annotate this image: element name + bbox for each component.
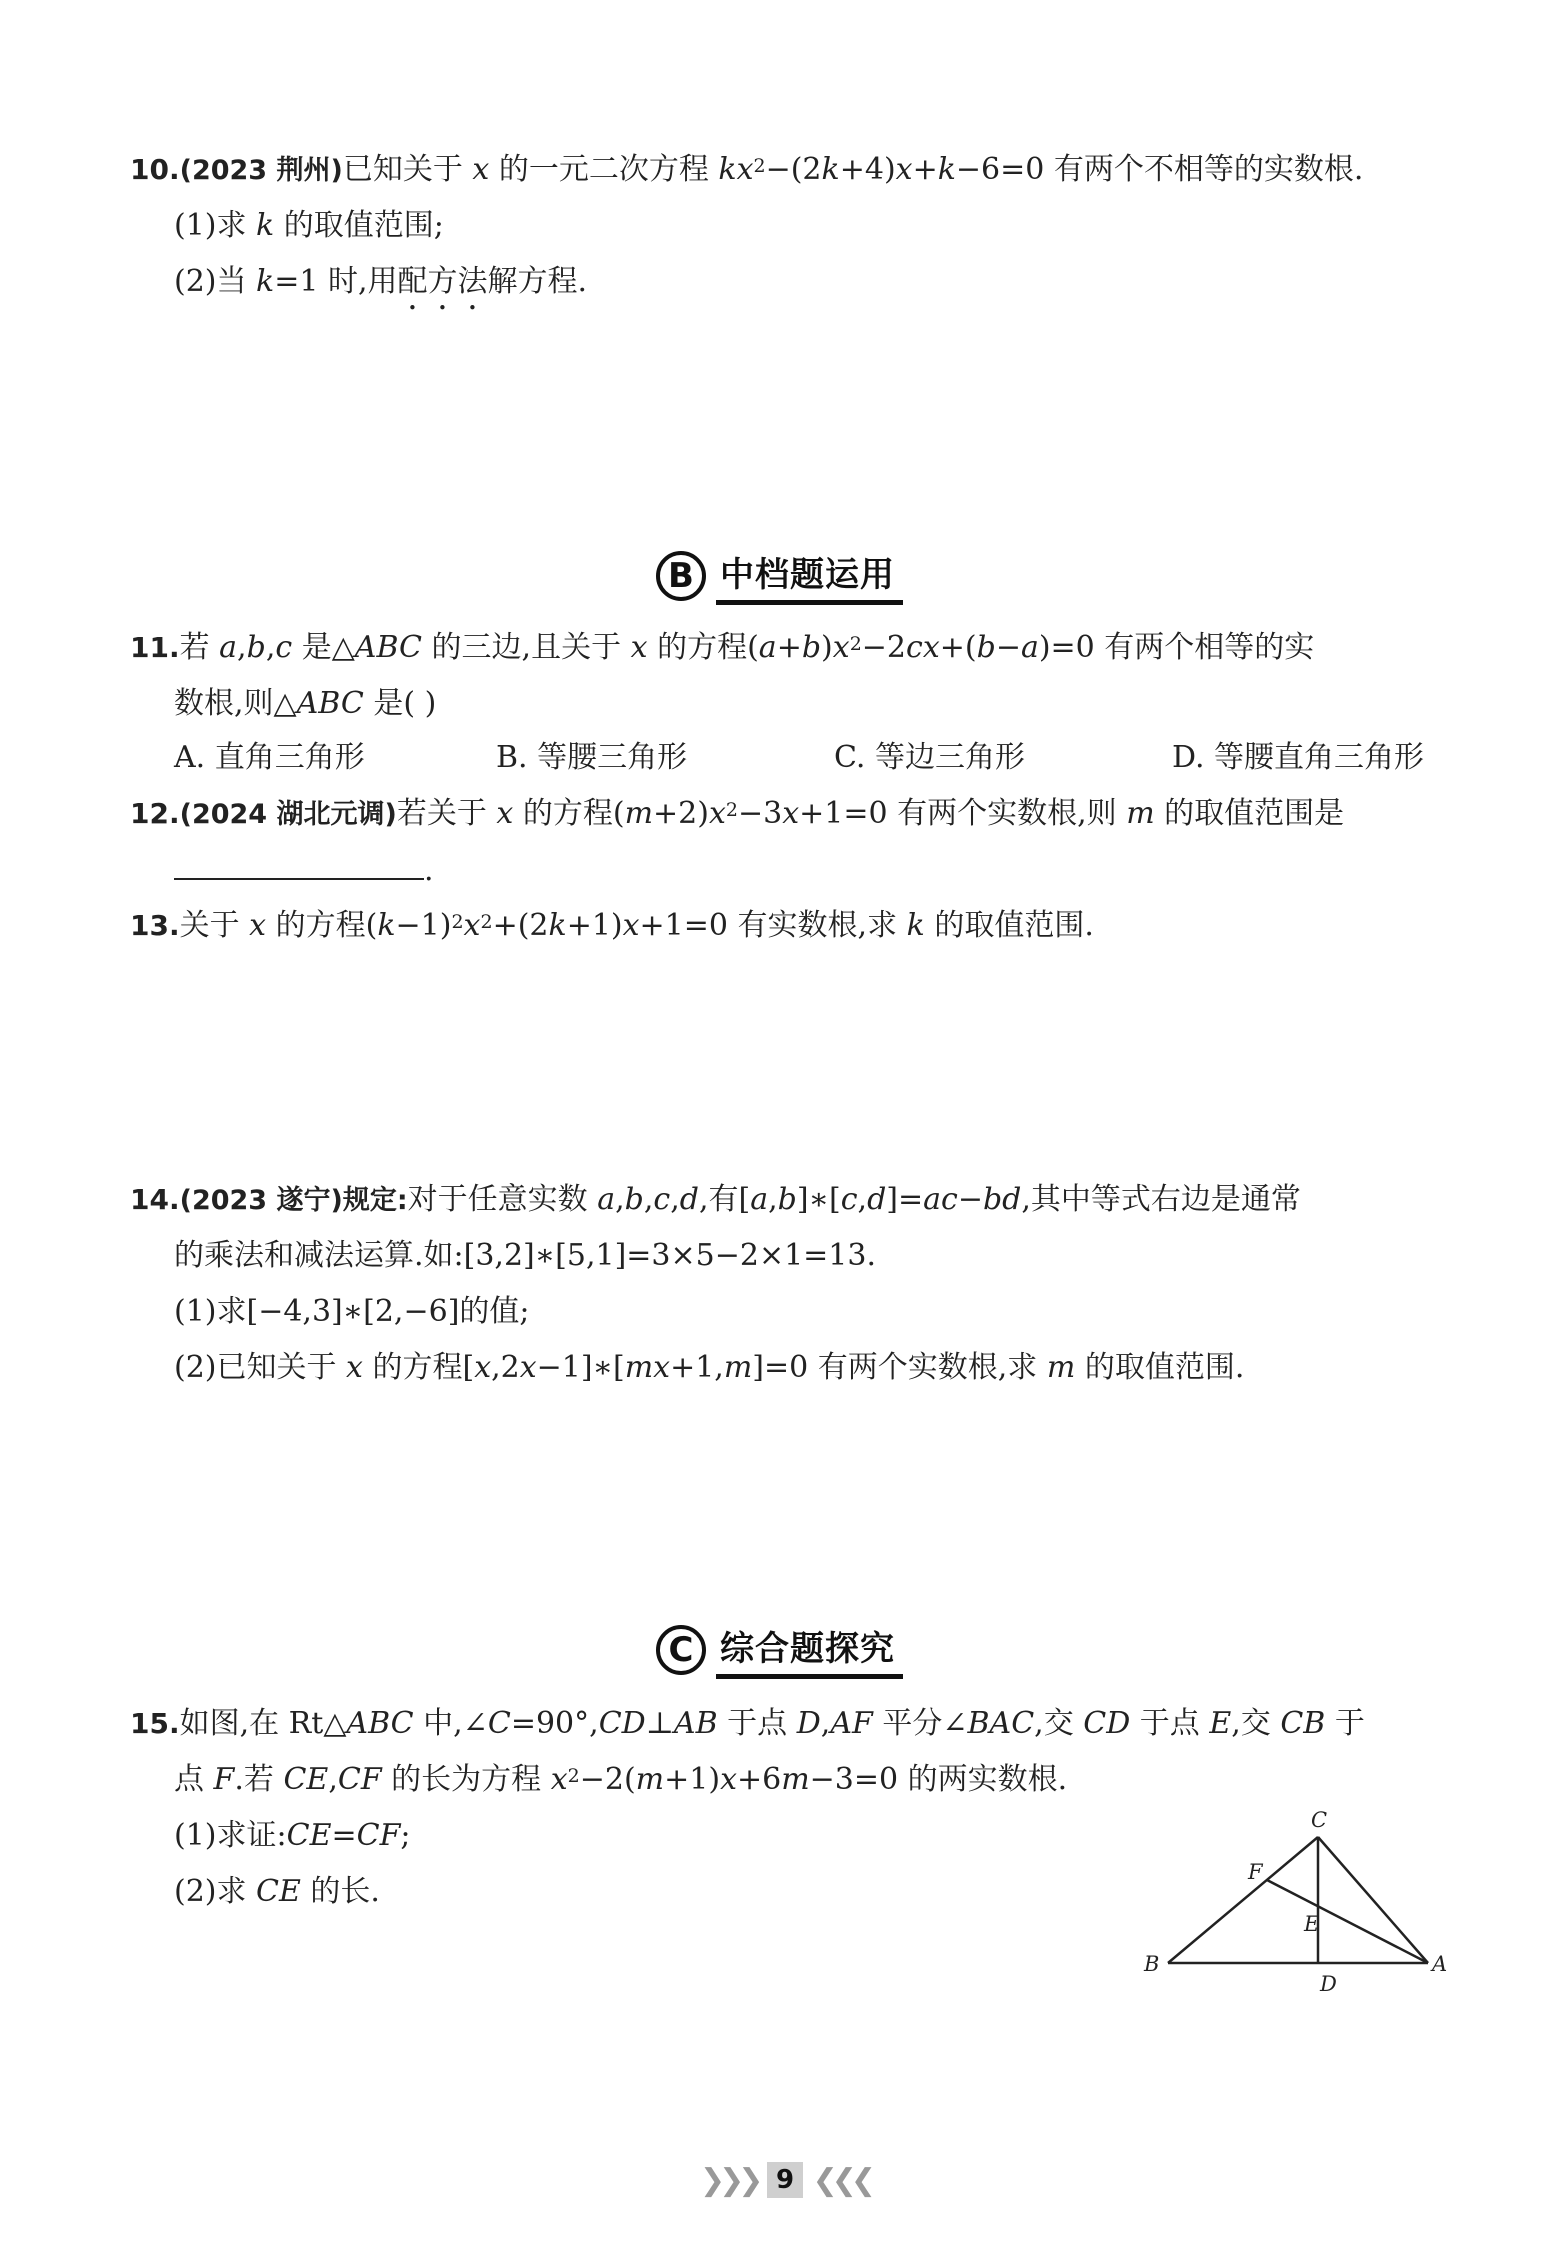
q10-line1: 10.(2023 荆州)已知关于 x 的一元二次方程 $kx^2-(2k+4)x+k-6=0$ 有两个不相等的实数根. bbox=[130, 152, 1364, 187]
segment-af bbox=[1267, 1880, 1428, 1963]
double-chevron-right-icon: ❯❯❯ bbox=[700, 2162, 758, 2198]
q11-option-a[interactable]: A. 直角三角形 bbox=[174, 740, 365, 775]
section-b-title: 中档题运用 bbox=[716, 547, 903, 605]
q14-line2: 的乘法和减法运算.如:[3,2]∗[5,1]=3×5−2×1=13. bbox=[174, 1238, 877, 1273]
q14-line1: 14.(2023 遂宁)规定:对于任意实数 a,b,c,d,有[a,b]∗[c,d]=ac−bd,其中等式右边是通常 bbox=[130, 1182, 1301, 1217]
label-e: E bbox=[1304, 1912, 1320, 1936]
q11-option-c[interactable]: C. 等边三角形 bbox=[834, 740, 1025, 775]
q10-part1: (1)求 k 的取值范围; bbox=[174, 208, 444, 243]
section-c-title: 综合题探究 bbox=[716, 1621, 903, 1679]
q10-number: 10. bbox=[130, 153, 180, 186]
q12-line1: 12.(2024 湖北元调)若关于 x 的方程$(m+2)x^2-3x+1=0$ 有两个实数根,则 m 的取值范围是 bbox=[130, 796, 1345, 831]
q15-line2: 点 F.若 CE,CF 的长为方程 $x^2-2(m+1)x+6m-3=0$ 的两实数根. bbox=[174, 1762, 1068, 1797]
q10-source: (2023 荆州) bbox=[179, 155, 343, 186]
q11-line2: 数根,则△ABC 是( ) bbox=[174, 686, 437, 721]
label-f: F bbox=[1248, 1860, 1263, 1884]
q11-option-d[interactable]: D. 等腰直角三角形 bbox=[1172, 740, 1425, 775]
q13-line1: 13.关于 x 的方程$(k-1)^2x^2+(2k+1)x+1=0$ 有实数根,求 k 的取值范围. bbox=[130, 908, 1094, 943]
q12-source: (2024 湖北元调) bbox=[179, 799, 397, 830]
segment-ca bbox=[1318, 1837, 1428, 1963]
label-d: D bbox=[1320, 1972, 1337, 1996]
section-b-header bbox=[656, 548, 903, 604]
answer-blank[interactable] bbox=[174, 850, 424, 880]
emphasis-dots: 配方法 bbox=[397, 264, 488, 299]
label-a: A bbox=[1432, 1952, 1448, 1976]
label-c: C bbox=[1311, 1808, 1328, 1832]
section-b-badge: B bbox=[656, 551, 706, 601]
segment-bc bbox=[1168, 1837, 1318, 1963]
q15-line1: 15.如图,在 Rt△ABC 中,∠C=90°,CD⊥AB 于点 D,AF 平分∠BAC,交 CD 于点 E,交 CB 于 bbox=[130, 1706, 1365, 1741]
section-c-header bbox=[656, 1622, 903, 1678]
double-chevron-left-icon: ❮❮❮ bbox=[812, 2162, 870, 2198]
q10-part2: (2)当 k=1 时,用配方法解方程. bbox=[174, 264, 588, 299]
section-c-badge: C bbox=[656, 1625, 706, 1675]
label-b: B bbox=[1144, 1952, 1160, 1976]
q14-part2: (2)已知关于 x 的方程[x,2x−1]∗[mx+1,m]=0 有两个实数根,求 m 的取值范围. bbox=[174, 1350, 1245, 1385]
q15-part2: (2)求 CE 的长. bbox=[174, 1874, 380, 1909]
page-number: 9 bbox=[767, 2162, 802, 2198]
q15-part1: (1)求证:CE=CF; bbox=[174, 1818, 411, 1853]
page-number-footer bbox=[700, 2160, 870, 2200]
q12-answer-blank[interactable]: . bbox=[174, 850, 434, 891]
q11-option-b[interactable]: B. 等腰三角形 bbox=[496, 740, 688, 775]
q14-source: (2023 遂宁) bbox=[179, 1185, 343, 1216]
triangle-figure bbox=[1130, 1805, 1460, 2005]
q11-line1: 11.若 a,b,c 是△ABC 的三边,且关于 x 的方程$(a+b)x^2-2cx+(b-a)=0$ 有两个相等的实 bbox=[130, 630, 1315, 665]
q14-part1: (1)求[−4,3]∗[2,−6]的值; bbox=[174, 1294, 530, 1329]
